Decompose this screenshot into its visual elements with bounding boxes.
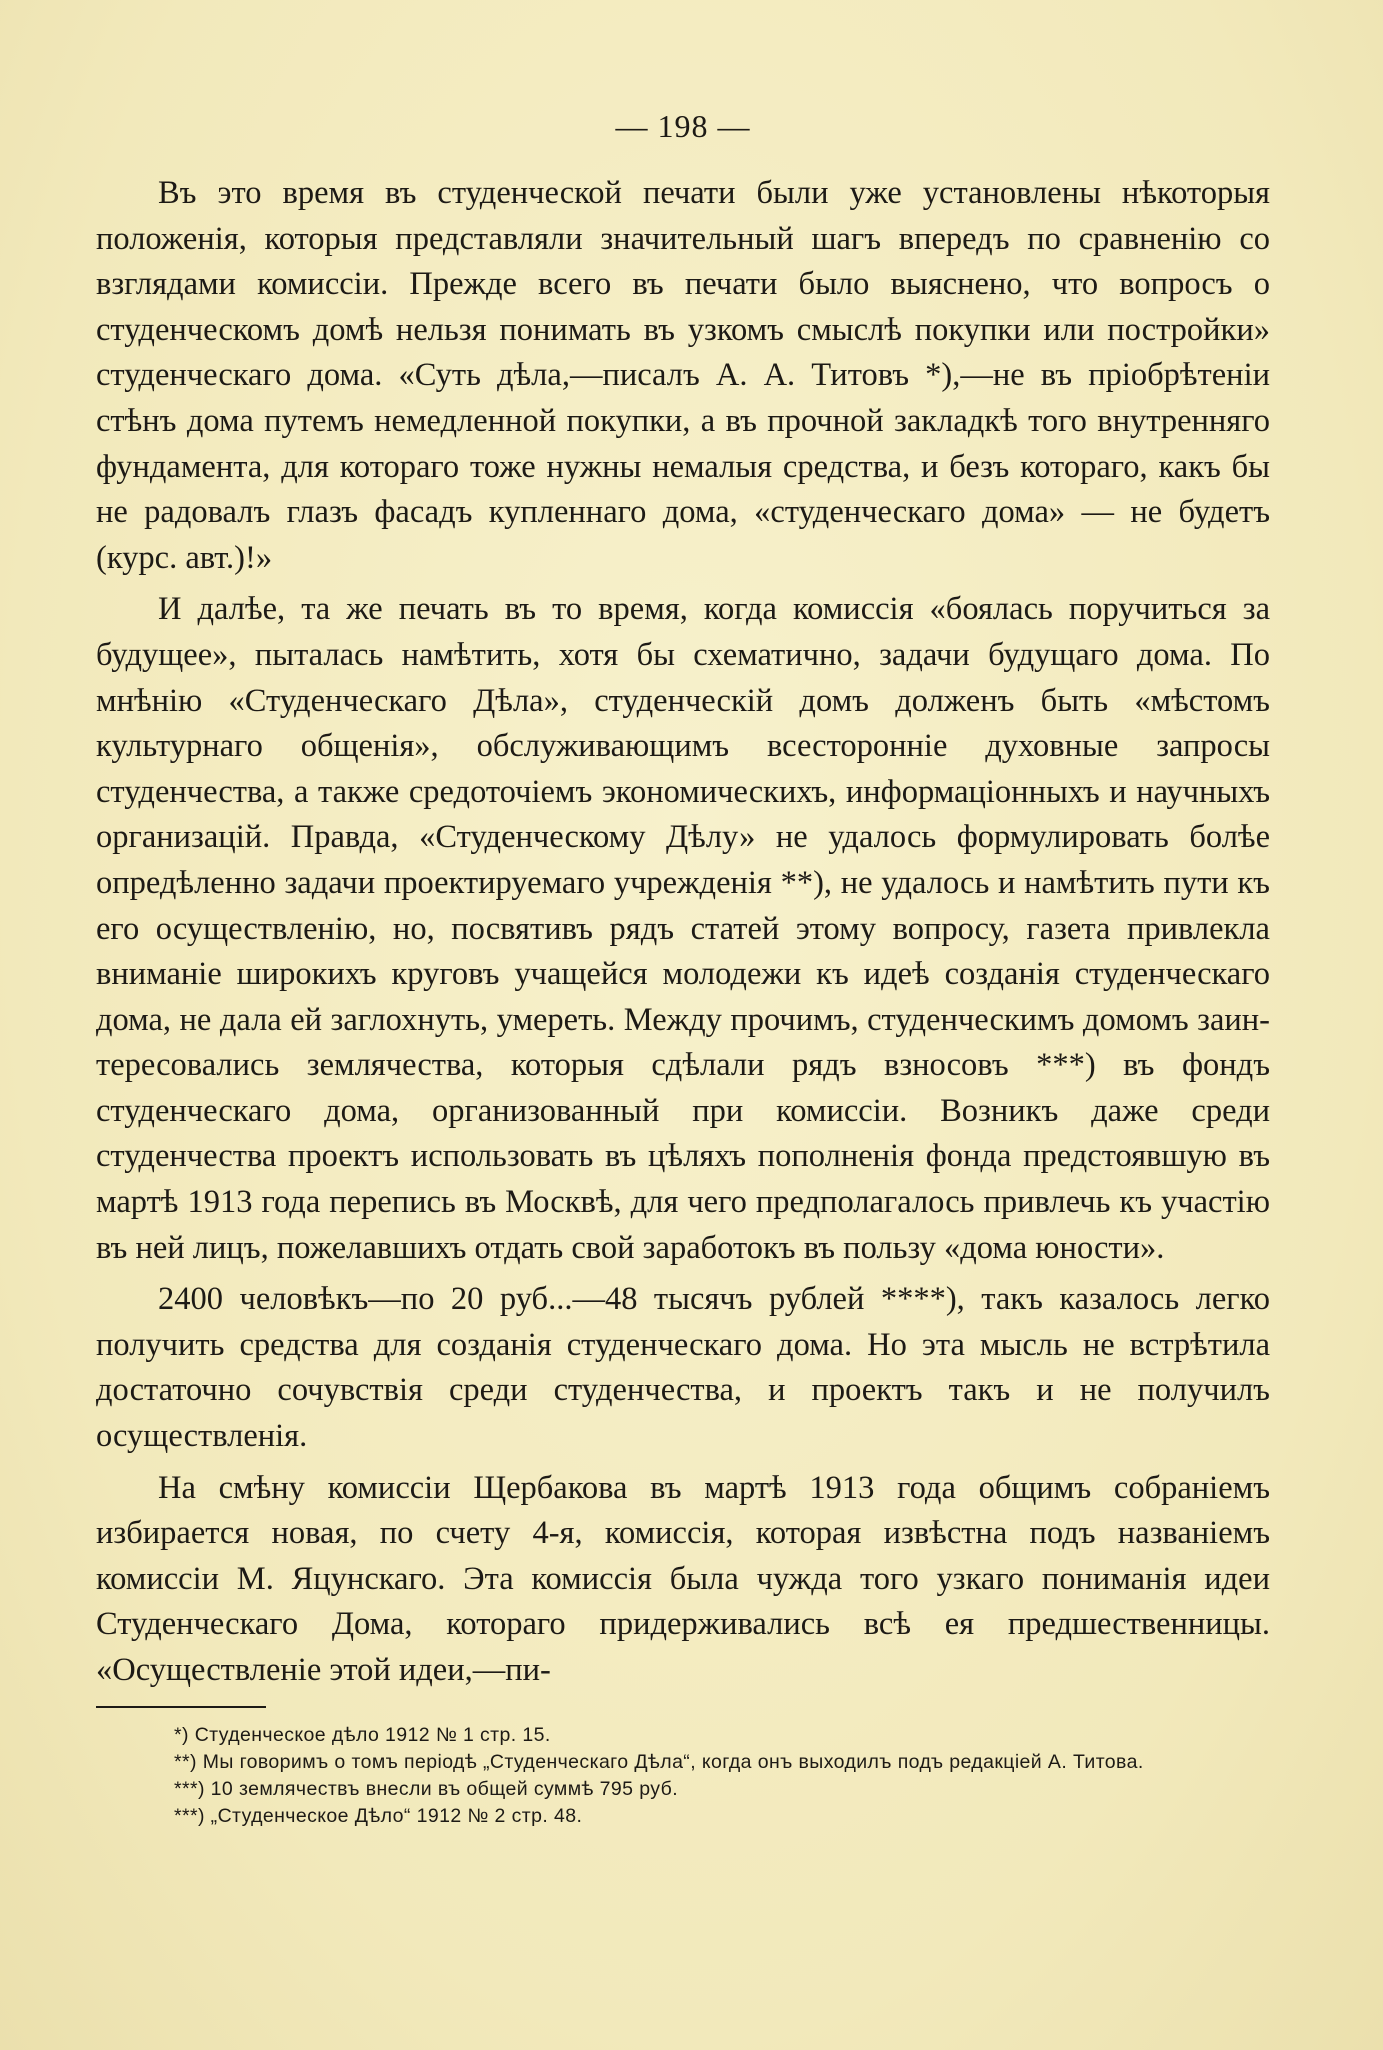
page-number: — 198 —: [615, 108, 751, 144]
paragraph: И далѣе, та же печать въ то время, когда комиссія «боялась поручиться за будущее», пыталась намѣтить, хотя бы схематично, задачи будущаго дома. По мнѣнію «Студенческаго Дѣла», студенческій домъ долженъ быть «мѣстомъ культурнаго общенія», обслуживающимъ всесторонніе духовные запросы студенчества, а также средоточіемъ экономическихъ, информаціонныхъ и научныхъ организацій. Правда, «Студенческому Дѣлу» не удалось формулировать болѣе опредѣленно задачи проектируемаго учрежденія **), не удалось и намѣтить пути къ его осуществленію, но, посвятивъ рядъ статей этому вопросу, газета привлекла вниманіе широкихъ круговъ учащейся молодежи къ идеѣ созданія студенческаго дома, не дала ей заглохнуть, умереть. Между прочимъ, студенческимъ домомъ заинтересовались землячества, которыя сдѣлали рядъ взносовъ ***) въ фондъ студенческаго дома, организованный при комиссіи. Возникъ даже среди студенчества проектъ использовать въ цѣляхъ пополненія фонда предстоявшую въ мартѣ 1913 года перепись въ Москвѣ, для чего предполагалось привлечь къ участію въ ней лицъ, пожелавшихъ отдать свой заработокъ въ пользу «дома юности».: [96, 591, 1270, 1266]
footnote: ***) 10 землячествъ внесли въ общей суммѣ 795 руб.: [174, 1777, 679, 1800]
footnotes: [96, 1722, 1270, 1830]
paragraph: Въ это время въ студенческой печати были уже установлены нѣкоторыя положенія, которыя представляли значительный шагъ впередъ по сравненію со взглядами комиссіи. Прежде всего въ печати было выяснено, что вопросъ о студенческомъ домѣ нельзя понимать въ узкомъ смыслѣ покупки или постройки» студенческаго дома. «Суть дѣла,—писалъ А. А. Титовъ *),—не въ пріобрѣтеніи стѣнъ дома путемъ немедленной покупки, а въ прочной закладкѣ того внутренняго фундамента, для котораго тоже нужны немалыя средства, и безъ котораго, какъ бы не радовалъ глазъ фасадъ купленнаго дома, «студенческаго дома» — не будетъ (курс. авт.)!»: [96, 175, 1270, 576]
paragraph: На смѣну комиссіи Щербакова въ мартѣ 1913 года общимъ собраніемъ избирается новая, по счету 4-я, комиссія, которая извѣстна подъ названіемъ комиссіи М. Яцунскаго. Эта комиссія была чужда того узкаго пониманія идеи Студенческаго Дома, котораго придерживались всѣ ея предшественницы. «Осуществленіе этой идеи,—пи-: [96, 1469, 1270, 1688]
footnote: *) Студенческое дѣло 1912 № 1 стр. 15.: [174, 1723, 551, 1746]
book-page: [96, 108, 1270, 1830]
paragraph: 2400 человѣкъ—по 20 руб...—48 тысячъ рублей ****), такъ казалось легко получить средства для созданія студенческаго дома. Но эта мысль не встрѣтила достаточно сочувствія среди студенчества, и проектъ такъ и не получилъ осуществленія.: [96, 1281, 1270, 1455]
footnote: ***) „Студенческое Дѣло“ 1912 № 2 стр. 48.: [174, 1804, 583, 1827]
body-text: [96, 171, 1270, 1694]
footnote: **) Мы говоримъ о томъ періодѣ „Студенческаго Дѣла“, когда онъ выходилъ подъ редакціей А. Титова.: [174, 1750, 1144, 1773]
footnote-divider: [96, 1706, 266, 1708]
